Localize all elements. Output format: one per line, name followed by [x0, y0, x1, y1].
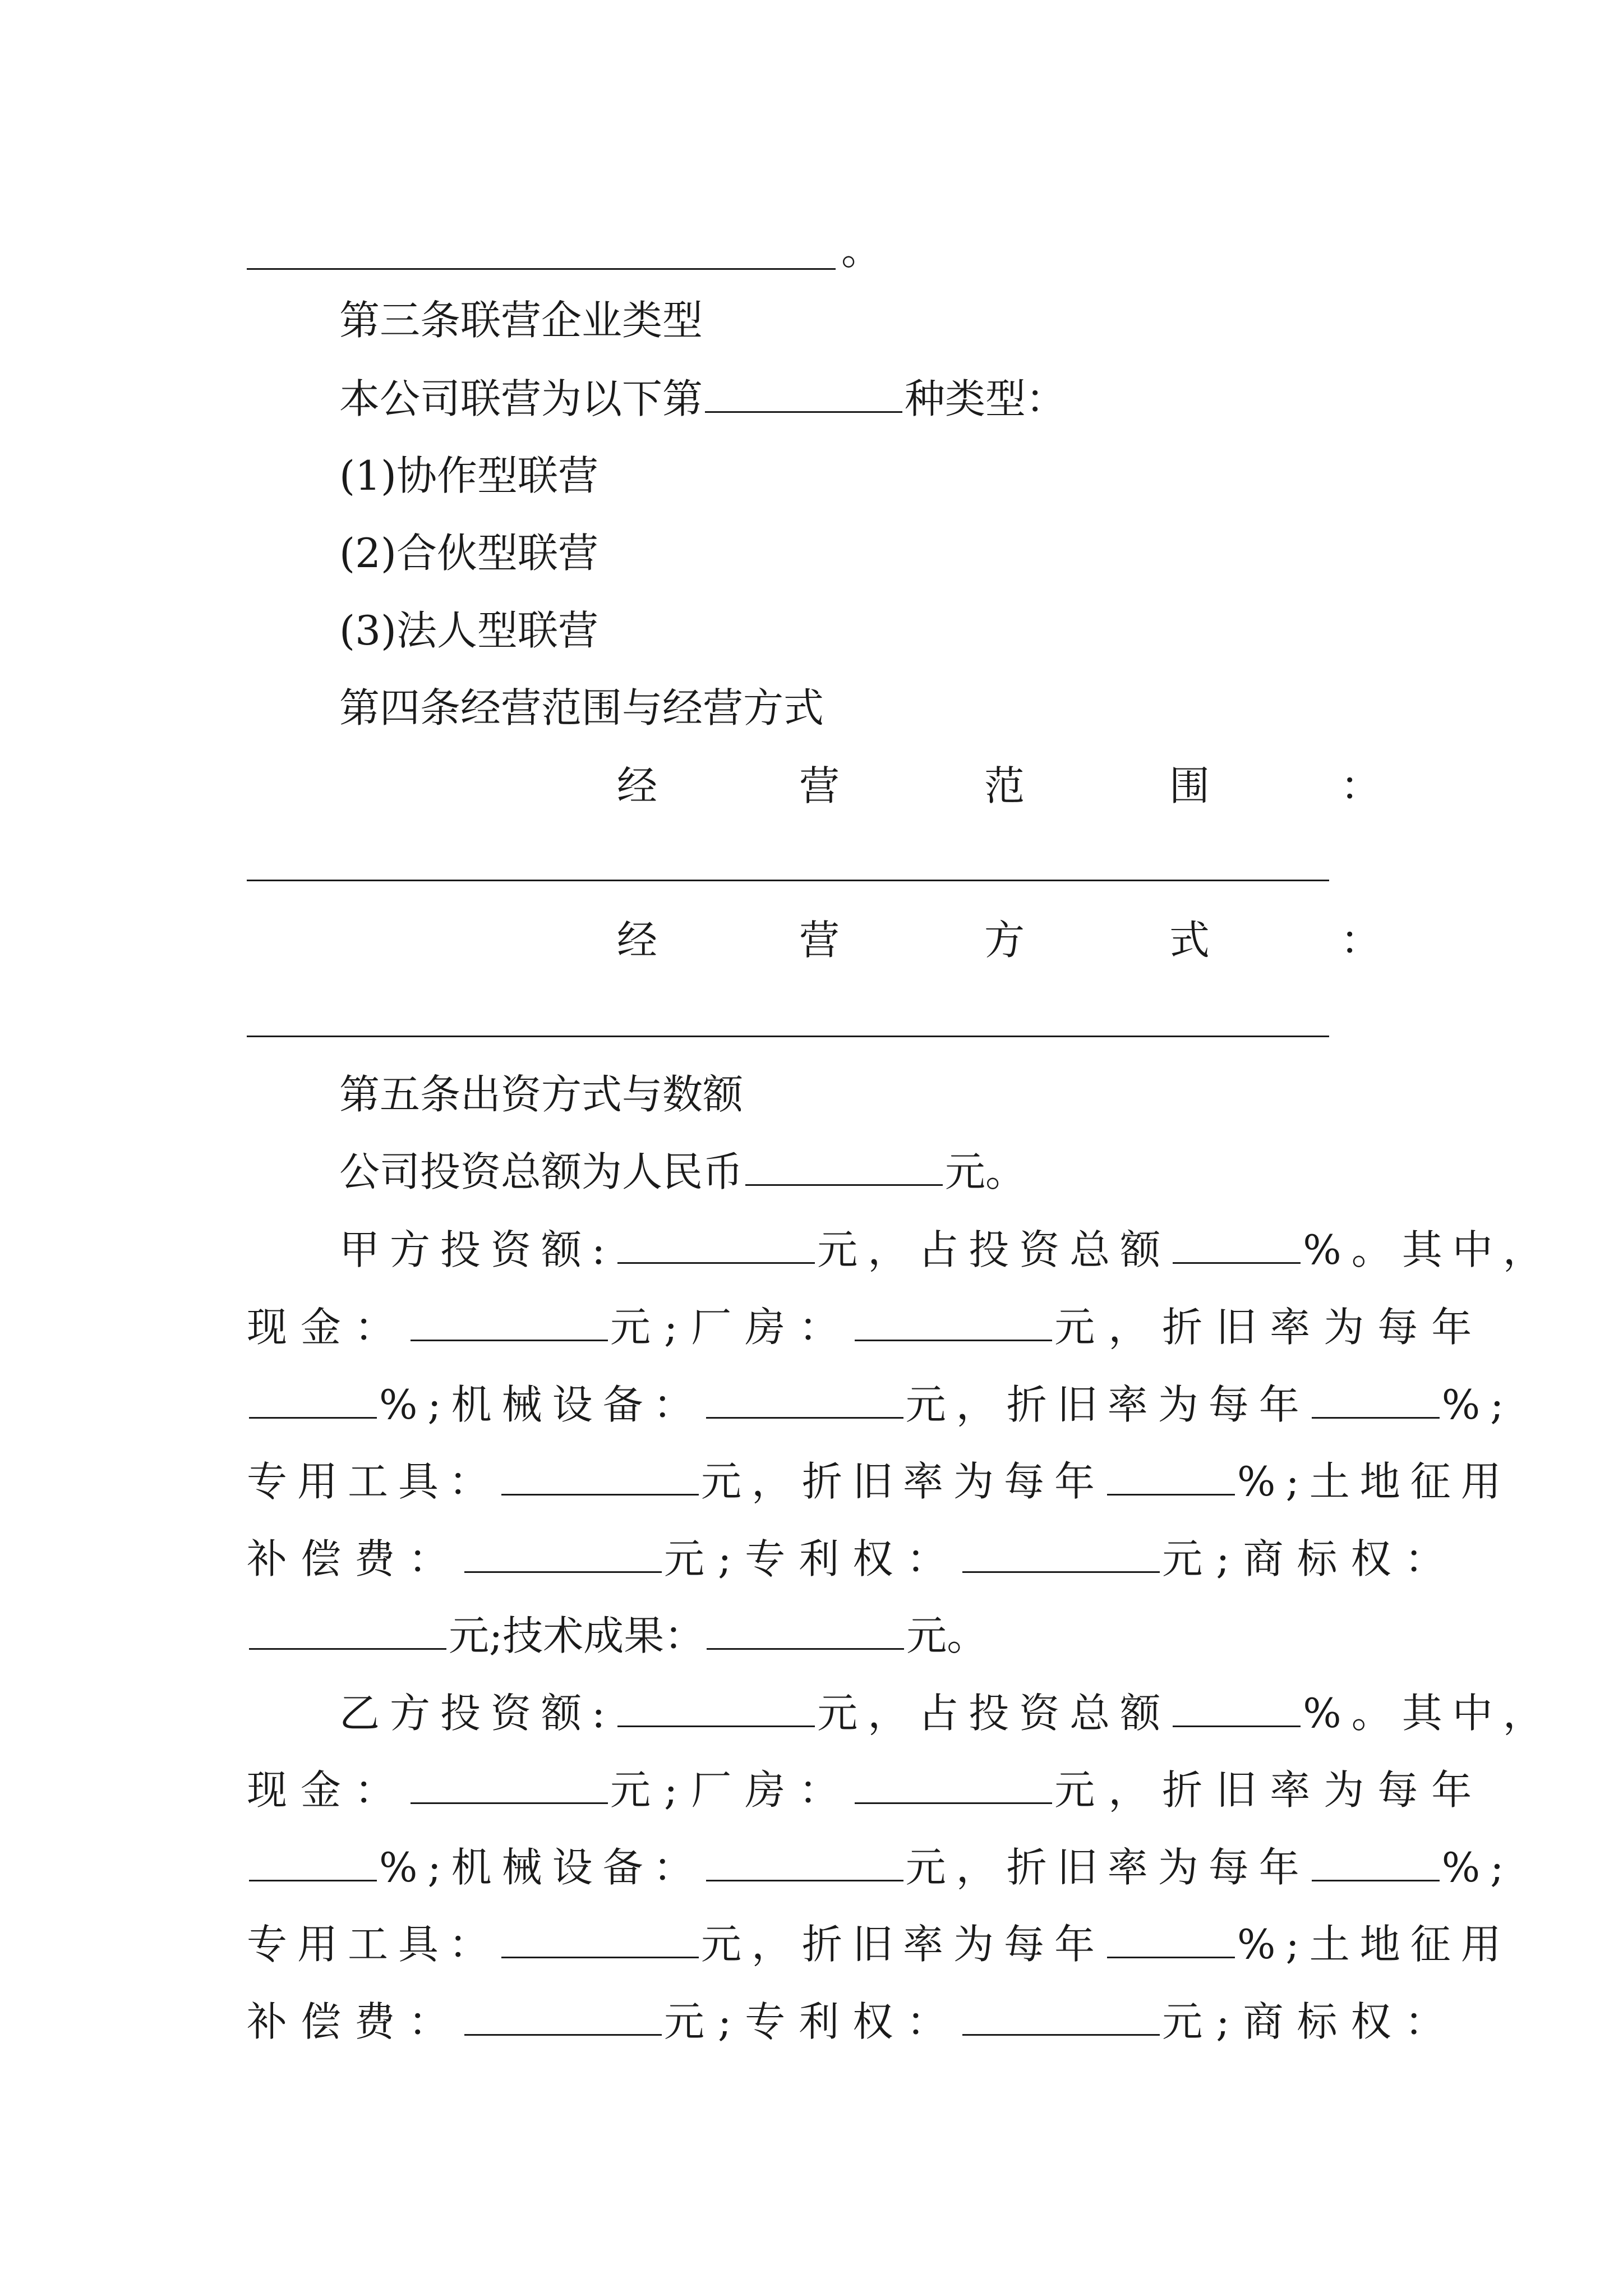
scope-label: 经 营 范 围 ：	[617, 762, 1381, 809]
blank-field	[706, 1848, 903, 1881]
article-5-title: 第五条出资方式与数额	[339, 1071, 744, 1118]
party-b-line: %;机械设备： 元，折旧率为每年 %;	[247, 1847, 1514, 1888]
party-b-line: 乙方投资额: 元，占投资总额 %。其中，	[339, 1690, 1553, 1737]
party-a-line: %;机械设备： 元，折旧率为每年 %;	[247, 1384, 1514, 1425]
article-4-title: 第四条经营范围与经营方式	[339, 684, 824, 731]
blank-field	[855, 1308, 1052, 1341]
list-item: (3)法人型联营	[339, 607, 598, 654]
party-a-line: 专用工具： 元，折旧率为每年 %;土地征用	[247, 1458, 1511, 1505]
blank-field	[411, 1771, 608, 1804]
blank-field	[249, 1848, 377, 1881]
party-a-line: 现金： 元;厂房： 元，折旧率为每年	[247, 1304, 1486, 1351]
blank-field	[705, 380, 902, 413]
article-3-intro: 本公司联营为以下第 种类型：	[339, 375, 1067, 422]
blank-field	[962, 1540, 1160, 1573]
blank-field	[617, 1231, 815, 1264]
list-item: (1)协作型联营	[339, 452, 598, 499]
blank-field	[464, 1540, 662, 1573]
blank-field	[962, 2003, 1160, 2036]
list-item: (2)合伙型联营	[339, 530, 598, 577]
blank-field	[1107, 1925, 1235, 1958]
party-a-line: 甲方投资额: 元，占投资总额 %。其中，	[339, 1226, 1553, 1273]
blank-field	[464, 2003, 662, 2036]
blank-field	[1312, 1386, 1440, 1419]
party-b-line: 专用工具： 元，折旧率为每年 %;土地征用	[247, 1921, 1511, 1968]
blank-rule	[247, 268, 836, 270]
blank-field	[617, 1694, 815, 1727]
blank-field	[1173, 1694, 1301, 1727]
total-investment-line: 公司投资总额为人民币 元。	[339, 1148, 1026, 1195]
blank-field	[501, 1925, 699, 1958]
blank-field	[706, 1386, 903, 1419]
blank-rule	[247, 880, 1329, 881]
blank-field	[411, 1308, 608, 1341]
blank-rule	[247, 1036, 1329, 1037]
text-line: 。	[841, 227, 882, 274]
blank-field	[1173, 1231, 1301, 1264]
blank-field	[249, 1386, 377, 1419]
blank-field	[1107, 1462, 1235, 1496]
blank-field	[249, 1617, 446, 1650]
blank-field	[1312, 1848, 1440, 1881]
blank-field	[855, 1771, 1052, 1804]
article-3-title: 第三条联营企业类型	[339, 297, 703, 344]
mode-label: 经 营 方 式 ：	[617, 917, 1381, 964]
party-a-line: 补偿费： 元;专利权： 元;商标权：	[247, 1535, 1459, 1582]
party-b-line: 补偿费： 元;专利权： 元;商标权：	[247, 1998, 1459, 2045]
party-a-line: 元;技术成果： 元。	[247, 1616, 987, 1656]
blank-field	[745, 1153, 943, 1186]
blank-field	[707, 1617, 904, 1650]
party-b-line: 现金： 元;厂房： 元，折旧率为每年	[247, 1766, 1486, 1814]
blank-field	[501, 1462, 699, 1496]
